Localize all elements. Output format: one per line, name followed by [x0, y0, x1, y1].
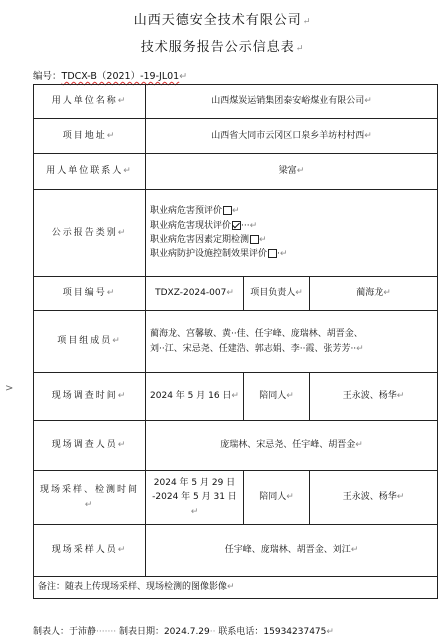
- info-table: [33, 84, 438, 599]
- paragraph-mark-icon: ↵: [106, 288, 117, 299]
- paragraph-mark-icon: ↵: [396, 391, 405, 402]
- paragraph-mark-icon: ↵: [364, 96, 372, 107]
- paragraph-mark-icon: ↵: [296, 166, 305, 177]
- paragraph-mark-icon: ·······: [96, 627, 117, 637]
- paragraph-mark-icon: ↵: [226, 288, 234, 299]
- paragraph-mark-icon: ··: [209, 627, 216, 637]
- footer: [33, 624, 334, 637]
- phone-label: 联系电话：: [218, 627, 264, 637]
- paragraph-mark-icon: ↵: [259, 235, 267, 245]
- date-label: 制表日期：: [118, 627, 164, 637]
- category-option: 职业病危害现状评价 ···↵: [150, 220, 258, 231]
- table-row: [34, 311, 438, 373]
- phone-value: 15934237475: [263, 627, 327, 637]
- checkbox-icon[interactable]: [223, 206, 232, 215]
- paragraph-mark-icon: ↵: [179, 71, 188, 82]
- paragraph-mark-icon: ↵: [249, 220, 258, 231]
- contact-value: 梁富↵: [146, 154, 438, 190]
- survey-staff-label: 现场调查人员↵: [34, 421, 146, 471]
- document-code: [33, 68, 187, 82]
- paragraph-mark-icon: ↵: [364, 130, 372, 141]
- category-options: [146, 190, 438, 277]
- note: 备注：随表上传现场采样、现场检测的图像影像↵: [34, 577, 438, 599]
- members-value: 蔺海龙、宫馨敏、黄··佳、任宇峰、庞瑞林、胡晋金、 刘··江、宋忌尧、任建浩、郭志娟、李··霞、张芳芳··↵: [146, 311, 438, 373]
- paragraph-mark-icon: ↵: [112, 336, 122, 347]
- sampling-accompany-value: 王永波、杨华↵: [310, 471, 438, 525]
- category-option: 职业病危害因素定期检测 ↵: [150, 235, 267, 245]
- address-value: 山西省大同市云冈区口泉乡羊坊村村西↵: [146, 119, 438, 154]
- employer-label: 用人单位名称↵: [34, 85, 146, 119]
- contact-label: 用人单位联系人↵: [34, 154, 146, 190]
- leader-label: 项目负责人↵: [244, 277, 310, 311]
- paragraph-mark-icon: ↵: [117, 545, 128, 556]
- paragraph-mark-icon: ↵: [117, 96, 128, 107]
- paragraph-mark-icon: ↵: [231, 391, 239, 402]
- paragraph-mark-icon: ↵: [279, 249, 288, 260]
- paragraph-mark-icon: ↵: [232, 206, 240, 217]
- table-row: [34, 190, 438, 277]
- table-row: [34, 373, 438, 421]
- paragraph-mark-icon: ↵: [356, 343, 364, 354]
- paragraph-mark-icon: ↵: [350, 545, 359, 556]
- paragraph-mark-icon: ↵: [117, 227, 128, 238]
- paragraph-mark-icon: ↵: [396, 492, 405, 503]
- table-row: [34, 277, 438, 311]
- document-subtitle: 技术服务报告公示信息表↵: [140, 40, 305, 55]
- survey-time-label: 现场调查时间↵: [34, 373, 146, 421]
- paragraph-mark-icon: ↵: [295, 44, 305, 54]
- survey-accompany-value: 王永波、杨华↵: [310, 373, 438, 421]
- checked-checkbox-icon[interactable]: [232, 221, 241, 230]
- sampling-staff-value: 任宇峰、庞瑞林、胡晋金、刘江↵: [146, 525, 438, 577]
- paragraph-mark-icon: ↵: [286, 492, 294, 503]
- table-row: [34, 154, 438, 190]
- table-row: [34, 119, 438, 154]
- category-option: 职业病危害预评价 ↵: [150, 206, 240, 217]
- paragraph-mark-icon: ↵: [227, 582, 235, 593]
- table-row: [34, 577, 438, 599]
- table-row: [34, 421, 438, 471]
- document-title: 山西天德安全技术有限公司↵: [133, 13, 312, 28]
- paragraph-mark-icon: ↵: [326, 627, 334, 637]
- members-label: 项目组成员↵: [34, 311, 146, 373]
- project-no-label: 项目编号↵: [34, 277, 146, 311]
- accompany-label: 陪同人↵: [244, 373, 310, 421]
- paragraph-mark-icon: ↵: [123, 166, 133, 177]
- paragraph-mark-icon: ↵: [355, 440, 363, 451]
- date-value: 2024.7.29: [163, 627, 210, 637]
- project-no-value: TDXZ-2024-007↵: [146, 277, 244, 311]
- paragraph-mark-icon: ↵: [383, 288, 391, 299]
- paragraph-mark-icon: ↵: [117, 391, 128, 402]
- accompany-label: 陪同人↵: [244, 471, 310, 525]
- table-row: [34, 471, 438, 525]
- sampling-staff-label: 现场采样人员↵: [34, 525, 146, 577]
- paragraph-mark-icon: ↵: [190, 506, 199, 517]
- sampling-time-label: 现场采样、检测时间↵: [34, 471, 146, 525]
- table-row: [34, 525, 438, 577]
- category-label: 公示报告类别↵: [34, 190, 146, 277]
- code-label: 编号：: [33, 71, 62, 82]
- chevron-right-icon[interactable]: >: [5, 383, 14, 394]
- category-option: 职业病防护设施控制效果评价 ·↵: [150, 249, 288, 260]
- table-row: [34, 85, 438, 119]
- leader-value: 蔺海龙↵: [310, 277, 438, 311]
- paragraph-mark-icon: ↵: [106, 130, 117, 141]
- paragraph-mark-icon: ↵: [302, 17, 312, 27]
- maker-value: 于沛静: [69, 627, 97, 637]
- code-value: TDCX-B（2021）-19-JL01: [61, 71, 180, 82]
- paragraph-mark-icon: ↵: [295, 288, 303, 299]
- address-label: 项目地址↵: [34, 119, 146, 154]
- survey-staff-value: 庞瑞林、宋忌尧、任宇峰、胡晋金↵: [146, 421, 438, 471]
- paragraph-mark-icon: ↵: [84, 499, 95, 510]
- maker-label: 制表人：: [33, 627, 70, 637]
- paragraph-mark-icon: ↵: [286, 391, 294, 402]
- employer-value: 山西煤炭运销集团泰安峪煤业有限公司↵: [146, 85, 438, 119]
- checkbox-icon[interactable]: [250, 235, 259, 244]
- checkbox-icon[interactable]: [268, 249, 277, 258]
- survey-time-value: 2024 年 5 月 16 日↵: [146, 373, 244, 421]
- sampling-time-value: 2024 年 5 月 29 日 -2024 年 5 月 31 日↵: [146, 471, 244, 525]
- paragraph-mark-icon: ↵: [117, 440, 128, 451]
